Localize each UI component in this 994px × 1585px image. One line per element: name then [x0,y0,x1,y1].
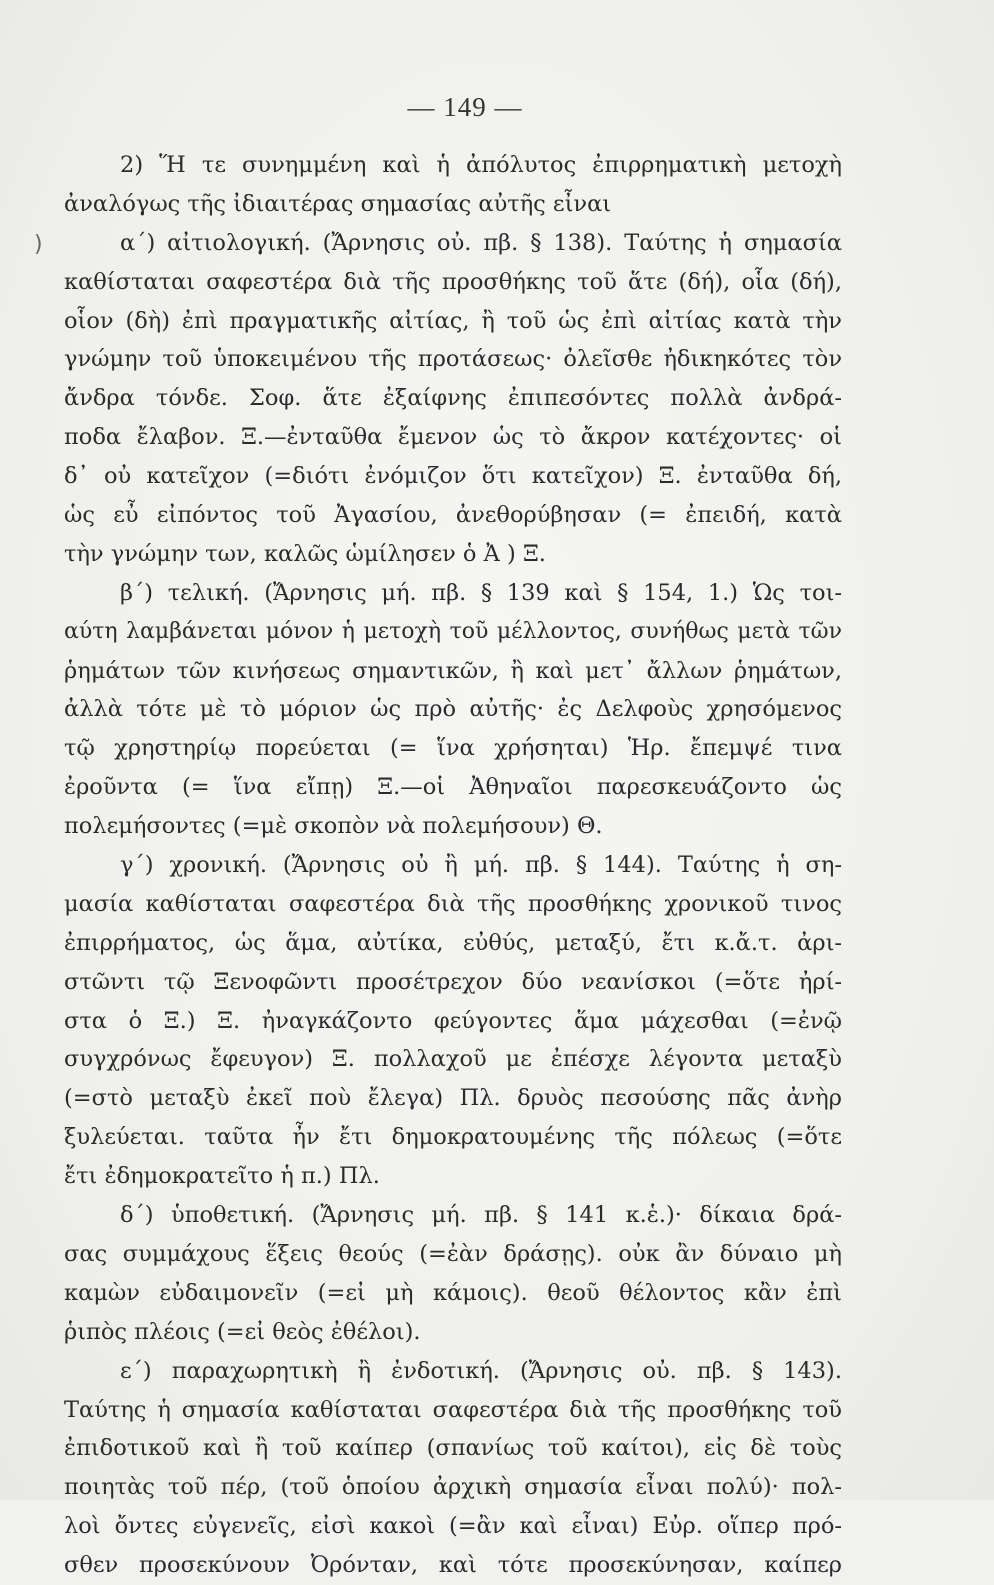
text-line: β΄) τελική. (Ἄρνησις μή. πβ. § 139 καὶ § 154, 1.) Ὡς τοι- [120,579,842,606]
text-line: ἔτι ἐδημοκρατεῖτο ἡ π.) Πλ. [64,1163,380,1190]
text-line: ἄνδρα τόνδε. Σοφ. ἅτε ἐξαίφνης ἐπιπεσόντες πολλὰ ἀνδρά- [64,385,842,412]
text-line: ἐπιρρήματος, ὡς ἅμα, αὐτίκα, εὐθύς, μεταξύ, ἔτι κ.ἄ.τ. ἀρι- [64,929,842,956]
text-line: ἐπιδοτικοῦ καὶ ἢ τοῦ καίπερ (σπανίως τοῦ καίτοι), εἰς δὲ τοὺς [64,1435,842,1462]
text-line: στῶντι τῷ Ξενοφῶντι προσέτρεχον δύο νεανίσκοι (=ὅτε ἠρί- [64,968,842,995]
text-line: ῥημάτων τῶν κινήσεως σημαντικῶν, ἢ καὶ μετ᾽ ἄλλων ῥημάτων, [64,657,842,684]
text-line: μασία καθίσταται σαφεστέρα διὰ τῆς προσθήκης χρονικοῦ τινος [64,890,842,917]
text-line: ἀλλὰ τότε μὲ τὸ μόριον ὡς πρὸ αὐτῆς· ἐς Δελφοὺς χρησόμενος [64,696,842,723]
text-line: ξυλεύεται. ταῦτα ἦν ἔτι δημοκρατουμένης τῆς πόλεως (=ὅτε [64,1124,842,1151]
text-line: οἷον (δὴ) ἐπὶ πραγματικῆς αἰτίας, ἢ τοῦ ὡς ἐπὶ αἰτίας κατὰ τὴν [64,307,842,334]
body-text [64,146,842,1585]
text-line: ποδα ἔλαβον. Ξ.—ἐνταῦθα ἔμενον ὡς τὸ ἄκρον κατέχοντες· οἱ [64,424,842,451]
text-line: Ταύτης ἡ σημασία καθίσταται σαφεστέρα διὰ τῆς προσθήκης τοῦ [64,1396,842,1423]
text-line: (=στὸ μεταξὺ ἐκεῖ ποὺ ἔλεγα) Πλ. δρυὸς πεσούσης πᾶς ἀνὴρ [64,1085,842,1112]
text-line: α΄) αἰτιολογική. (Ἄρνησις οὐ. πβ. § 138). Ταύτης ἡ σημασία [120,229,842,256]
text-line: συγχρόνως ἔφευγον) Ξ. πολλαχοῦ με ἐπέσχε λέγοντα μεταξὺ [64,1046,842,1073]
margin-mark: ) [34,232,43,257]
text-line: ε΄) παραχωρητικὴ ἢ ἐνδοτική. (Ἄρνησις οὐ. πβ. § 143). [120,1357,842,1384]
text-line: τὴν γνώμην των, καλῶς ὡμίλησεν ὁ Ἀ ) Ξ. [64,540,546,567]
text-line: καθίσταται σαφεστέρα διὰ τῆς προσθήκης τοῦ ἅτε (δή), οἷα (δή), [64,268,842,295]
text-line: ῥιπὸς πλέοις (=εἰ θεὸς ἐθέλοι). [64,1318,421,1345]
text-line: ὡς εὖ εἰπόντος τοῦ Ἀγασίου, ἀνεθορύβησαν (= ἐπειδή, κατὰ [64,502,842,529]
text-line: στα ὁ Ξ.) Ξ. ἠναγκάζοντο φεύγοντες ἅμα μάχεσθαι (=ἐνῷ [64,1007,842,1034]
page-number: — 149 — [407,92,523,122]
text-line: αύτη λαμβάνεται μόνον ἡ μετοχὴ τοῦ μέλλοντος, συνήθως μετὰ τῶν [64,618,842,644]
text-line: δ΄) ὑποθετική. (Ἄρνησις μή. πβ. § 141 κ.ἑ.)· δίκαια δρά- [120,1202,842,1229]
text-line: 2) Ἥ τε συνημμένη καὶ ἡ ἀπόλυτος ἐπιρρηματικὴ μετοχὴ [120,152,842,178]
text-line: καμὼν εὐδαιμονεῖν (=εἰ μὴ κάμοις). θεοῦ θέλοντος κἂν ἐπὶ [64,1279,842,1306]
text-line: τῷ χρηστηρίῳ πορεύεται (= ἵνα χρήσηται) Ἡρ. ἔπεμψέ τινα [64,735,842,762]
text-line: ἀναλόγως τῆς ἰδιαιτέρας σημασίας αὐτῆς εἶναι [64,190,612,217]
text-line: γ΄) χρονική. (Ἄρνησις οὐ ἢ μή. πβ. § 144). Ταύτης ἡ ση- [120,852,842,879]
text-line: δ᾽ οὐ κατεῖχον (=διότι ἐνόμιζον ὅτι κατεῖχον) Ξ. ἐνταῦθα δή, [64,463,842,490]
text-line: ποιητὰς τοῦ πέρ, (τοῦ ὁποίου ἀρχικὴ σημασία εἶναι πολύ)· πολ- [64,1474,842,1501]
text-line: ἐροῦντα (= ἵνα εἴπῃ) Ξ.—οἱ Ἀθηναῖοι παρεσκευάζοντο ὡς [64,774,842,801]
text-line: σας συμμάχους ἕξεις θεούς (=ἐὰν δράσῃς). οὐκ ἂν δύναιο μὴ [64,1240,842,1267]
text-line: πολεμήσοντες (=μὲ σκοπὸν νὰ πολεμήσουν) Θ. [64,813,603,840]
text-line: γνώμην τοῦ ὑποκειμένου τῆς προτάσεως· ὀλεῖσθε ἠδικηκότες τὸν [64,346,842,373]
text-line: σθεν προσεκύνουν Ὀρόνταν, καὶ τότε προσεκύνησαν, καίπερ [64,1552,842,1579]
text-line: λοὶ ὄντες εὐγενεῖς, εἰσὶ κακοὶ (=ἂν καὶ εἶναι) Εὐρ. οἵπερ πρό- [64,1513,842,1540]
